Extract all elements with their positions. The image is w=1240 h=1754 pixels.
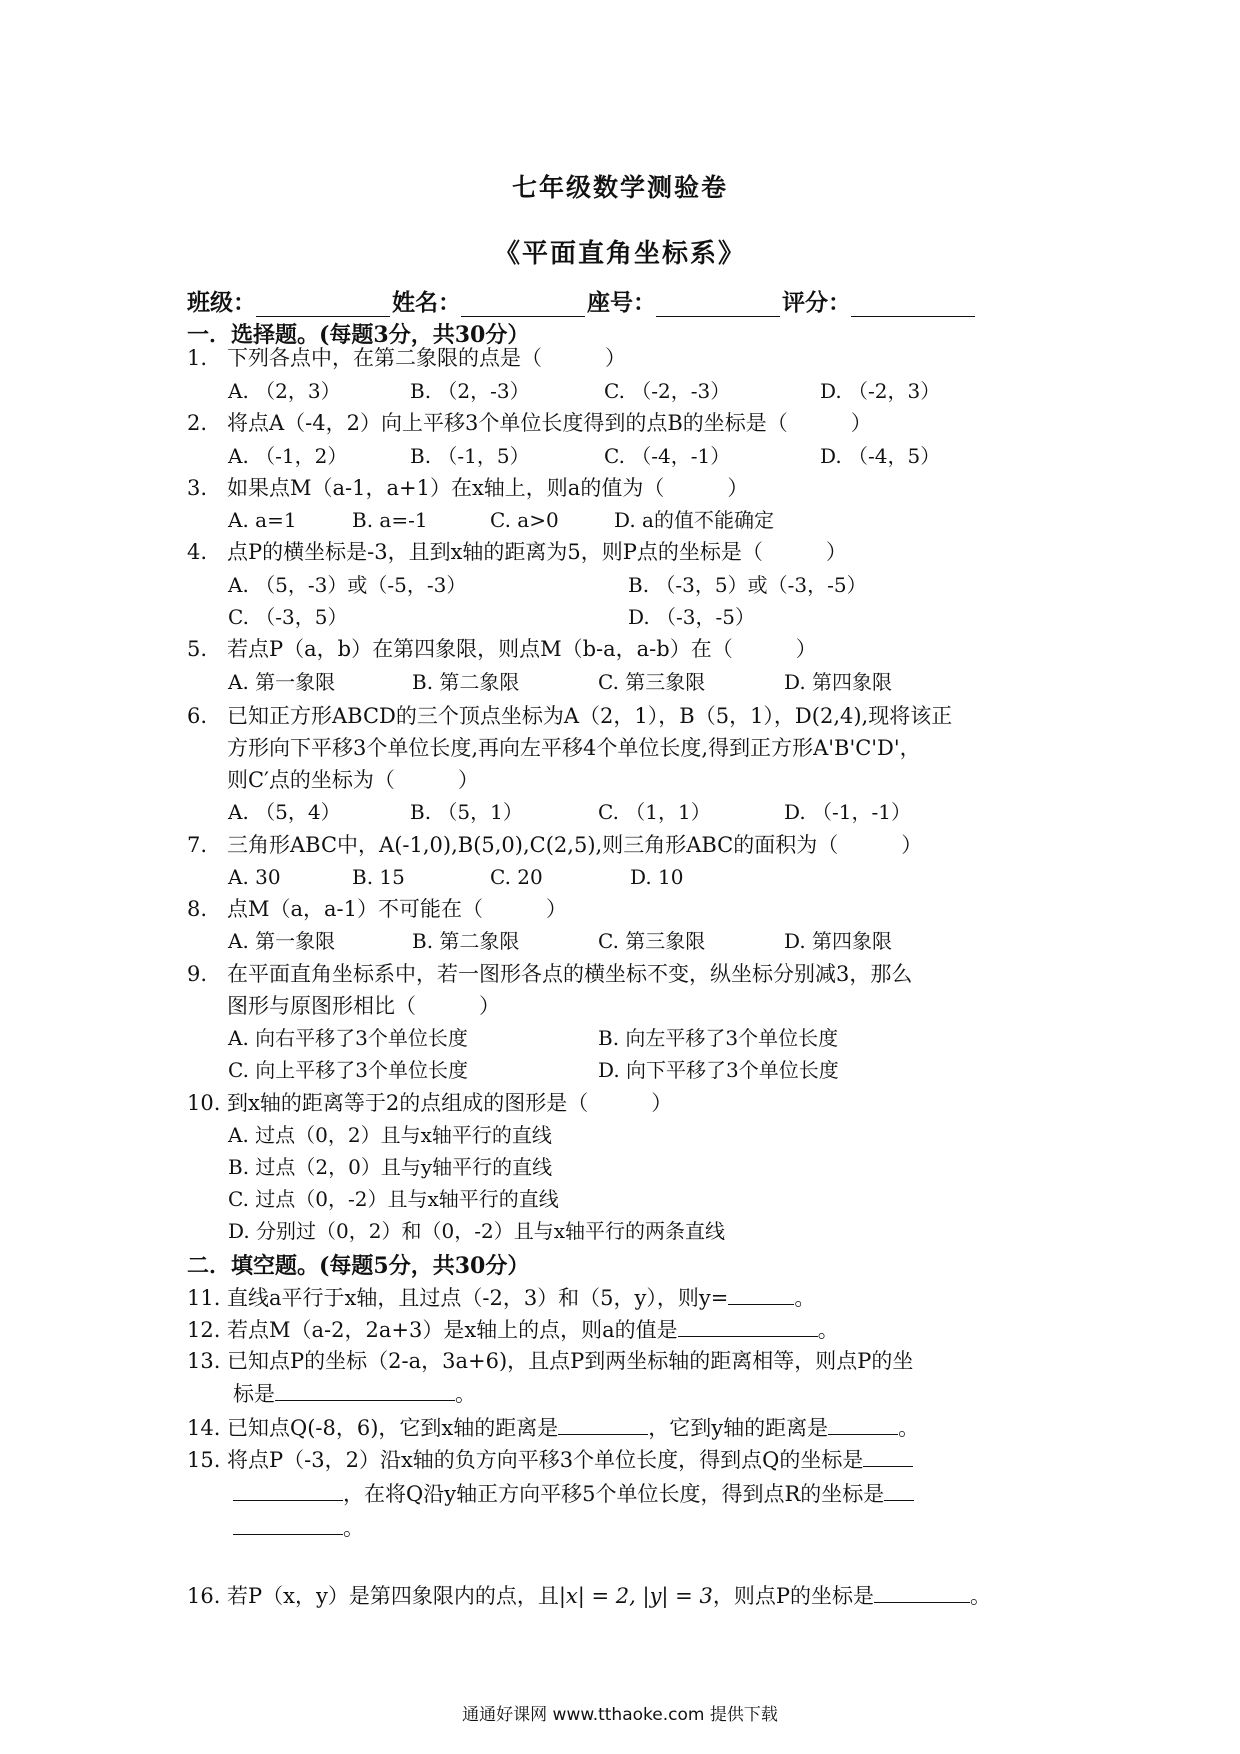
option-a[interactable]: A. （5，-3）或（-5，-3） — [228, 573, 467, 597]
question-text: 到x轴的距离等于2的点组成的图形是（ ） — [227, 1091, 673, 1115]
option-a[interactable]: A. 第一象限 — [228, 929, 336, 953]
question-4 — [187, 537, 847, 567]
page-subtitle: 《平面直角坐标系》 — [493, 239, 746, 269]
question-text-mid: ，在将Q沿y轴正方向平移5个单位长度，得到点R的坐标是 — [343, 1482, 885, 1506]
question-6-line2: 方形向下平移3个单位长度,再向左平移4个单位长度,得到正方形A'B'C'D'， — [227, 736, 921, 760]
question-text: 三角形ABC中，A(-1,0),B(5,0),C(2,5),则三角形ABC的面积为（ ） — [227, 833, 923, 857]
question-13 — [187, 1346, 913, 1376]
question-text: 直线a平行于x轴，且过点（-2，3）和（5，y），则y= — [227, 1286, 729, 1310]
option-a[interactable]: A. （2，3） — [228, 379, 341, 403]
question-text: 点M（a，a-1）不可能在（ ） — [227, 897, 567, 921]
student-info-row — [187, 283, 1087, 317]
question-text-end: 。 — [898, 1416, 920, 1440]
option-a[interactable]: A. a=1 — [228, 508, 297, 532]
option-c[interactable]: C. （-3，5） — [228, 605, 348, 629]
option-d[interactable]: D. 分别过（0，2）和（0，-2）且与x轴平行的两条直线 — [228, 1219, 725, 1243]
question-8 — [187, 894, 567, 924]
option-a[interactable]: A. 第一象限 — [228, 670, 336, 694]
option-d[interactable]: D. （-1，-1） — [784, 800, 912, 824]
abs-value-expression: |x| = 2, |y| = 3 — [558, 1584, 713, 1608]
question-text-end: 。 — [969, 1584, 991, 1608]
question-14 — [187, 1412, 919, 1443]
option-c[interactable]: C. 向上平移了3个单位长度 — [228, 1058, 469, 1082]
answer-blank-x[interactable] — [558, 1412, 648, 1435]
option-d[interactable]: D. （-4，5） — [820, 444, 941, 468]
question-number: 3. — [187, 476, 208, 500]
option-d[interactable]: D. a的值不能确定 — [614, 508, 774, 532]
option-d[interactable]: D. 10 — [630, 865, 684, 889]
question-number: 7. — [187, 833, 208, 857]
question-text: 若P（x，y）是第四象限内的点，且 — [227, 1584, 559, 1608]
question-text-line1: 在平面直角坐标系中，若一图形各点的横坐标不变，纵坐标分别减3，那么 — [227, 962, 913, 986]
question-1 — [187, 343, 626, 373]
question-text: 标是 — [233, 1382, 275, 1406]
option-b[interactable]: B. （-3，5）或（-3，-5） — [628, 573, 867, 597]
question-number: 14. — [187, 1416, 221, 1440]
option-b[interactable]: B. 向左平移了3个单位长度 — [598, 1026, 839, 1050]
score-label: 评分： — [782, 289, 851, 316]
question-3 — [187, 473, 748, 503]
answer-blank[interactable] — [275, 1378, 455, 1401]
question-9-line2: 图形与原图形相比（ ） — [227, 994, 500, 1018]
option-c[interactable]: C. a>0 — [490, 508, 559, 532]
question-text: 将点A（-4，2）向上平移3个单位长度得到的点B的坐标是（ ） — [227, 411, 872, 435]
option-c[interactable]: C. 第三象限 — [598, 670, 706, 694]
option-d[interactable]: D. （-2，3） — [820, 379, 941, 403]
question-11 — [187, 1282, 815, 1313]
question-6 — [187, 701, 952, 731]
question-number: 15. — [187, 1448, 221, 1472]
question-number: 9. — [187, 962, 208, 986]
score-blank[interactable] — [851, 290, 975, 317]
option-d[interactable]: D. 向下平移了3个单位长度 — [598, 1058, 839, 1082]
question-text: 如果点M（a-1，a+1）在x轴上，则a的值为（ ） — [227, 476, 749, 500]
question-text: 已知点Q(-8，6)，它到x轴的距离是 — [227, 1416, 559, 1440]
option-b[interactable]: B. 第二象限 — [412, 670, 520, 694]
name-blank[interactable] — [461, 290, 585, 317]
question-2 — [187, 408, 872, 438]
question-text-end: 。 — [455, 1382, 476, 1406]
option-c[interactable]: C. 第三象限 — [598, 929, 706, 953]
seat-label: 座号： — [587, 289, 656, 316]
question-9 — [187, 959, 912, 989]
option-b[interactable]: B. （-1，5） — [410, 444, 530, 468]
answer-blank-q-start[interactable] — [863, 1444, 913, 1467]
answer-blank[interactable] — [678, 1314, 818, 1337]
question-10 — [187, 1088, 672, 1118]
option-b[interactable]: B. （2，-3） — [410, 379, 530, 403]
option-b[interactable]: B. 15 — [352, 865, 405, 889]
answer-blank-q[interactable] — [233, 1478, 343, 1501]
question-text: 已知点P的坐标（2-a，3a+6)，且点P到两坐标轴的距离相等，则点P的坐 — [227, 1349, 914, 1373]
class-label: 班级： — [187, 289, 256, 316]
question-7 — [187, 830, 922, 860]
question-5 — [187, 634, 817, 664]
seat-blank[interactable] — [656, 290, 780, 317]
question-number: 5. — [187, 637, 208, 661]
option-b[interactable]: B. 过点（2，0）且与y轴平行的直线 — [228, 1155, 553, 1179]
name-label: 姓名： — [392, 289, 461, 316]
answer-blank-r-start[interactable] — [884, 1478, 914, 1501]
question-text: 下列各点中，在第二象限的点是（ ） — [227, 346, 626, 370]
question-text-end: 。 — [794, 1286, 816, 1310]
question-12 — [187, 1314, 839, 1345]
question-text-end: 。 — [343, 1516, 364, 1540]
question-text-end: 。 — [817, 1318, 839, 1342]
option-c[interactable]: C. 过点（0，-2）且与x轴平行的直线 — [228, 1187, 559, 1211]
question-number: 6. — [187, 704, 208, 728]
question-text-mid: ，则点P的坐标是 — [712, 1584, 874, 1608]
option-a[interactable]: A. 过点（0，2）且与x轴平行的直线 — [228, 1123, 552, 1147]
question-number: 13. — [187, 1349, 221, 1373]
option-b[interactable]: B. （5，1） — [410, 800, 523, 824]
question-text-line1: 已知正方形ABCD的三个顶点坐标为A（2，1），B（5，1），D(2,4),现将该正 — [227, 704, 953, 728]
question-text: 若点P（a，b）在第四象限，则点M（b-a，a-b）在（ ） — [227, 637, 817, 661]
option-a[interactable]: A. （-1，2） — [228, 444, 348, 468]
option-b[interactable]: B. 第二象限 — [412, 929, 520, 953]
option-c[interactable]: C. （-4，-1） — [604, 444, 731, 468]
option-a[interactable]: A. 向右平移了3个单位长度 — [228, 1026, 468, 1050]
question-15-line2 — [233, 1478, 914, 1509]
question-16 — [187, 1580, 991, 1611]
option-a[interactable]: A. 30 — [228, 865, 281, 889]
answer-blank[interactable] — [874, 1580, 970, 1603]
section1-heading: 一．选择题。(每题3分，共30分） — [187, 322, 530, 348]
question-6-line3: 则C′点的坐标为（ ） — [227, 768, 479, 792]
option-d[interactable]: D. （-3，-5） — [628, 605, 756, 629]
section2-heading: 二．填空题。(每题5分，共30分） — [187, 1253, 530, 1279]
option-a[interactable]: A. （5，4） — [228, 800, 341, 824]
question-number: 16. — [187, 1584, 221, 1608]
question-number: 4. — [187, 540, 208, 564]
question-text-mid: ，它到y轴的距离是 — [648, 1416, 829, 1440]
question-number: 10. — [187, 1091, 221, 1115]
question-number: 12. — [187, 1318, 221, 1342]
option-c[interactable]: C. （1，1） — [598, 800, 711, 824]
question-13-line2 — [233, 1378, 476, 1409]
question-15 — [187, 1444, 913, 1475]
option-b[interactable]: B. a=-1 — [352, 508, 428, 532]
question-text: 点P的横坐标是-3，且到x轴的距离为5，则P点的坐标是（ ） — [227, 540, 847, 564]
question-text: 若点M（a-2，2a+3）是x轴上的点，则a的值是 — [227, 1318, 678, 1342]
option-c[interactable]: C. 20 — [490, 865, 543, 889]
option-c[interactable]: C. （-2，-3） — [604, 379, 731, 403]
answer-blank[interactable] — [728, 1282, 794, 1305]
option-d[interactable]: D. 第四象限 — [784, 929, 893, 953]
page-title: 七年级数学测验卷 — [511, 173, 728, 202]
question-15-line3 — [233, 1512, 364, 1543]
footer-source: 通通好课网 www.tthaoke.com 提供下载 — [462, 1705, 778, 1725]
question-number: 11. — [187, 1286, 221, 1310]
answer-blank-r[interactable] — [233, 1512, 343, 1535]
class-blank[interactable] — [256, 290, 390, 317]
answer-blank-y[interactable] — [828, 1412, 898, 1435]
option-d[interactable]: D. 第四象限 — [784, 670, 893, 694]
question-text: 将点P（-3，2）沿x轴的负方向平移3个单位长度，得到点Q的坐标是 — [227, 1448, 864, 1472]
question-number: 8. — [187, 897, 208, 921]
question-number: 1. — [187, 346, 208, 370]
question-number: 2. — [187, 411, 208, 435]
